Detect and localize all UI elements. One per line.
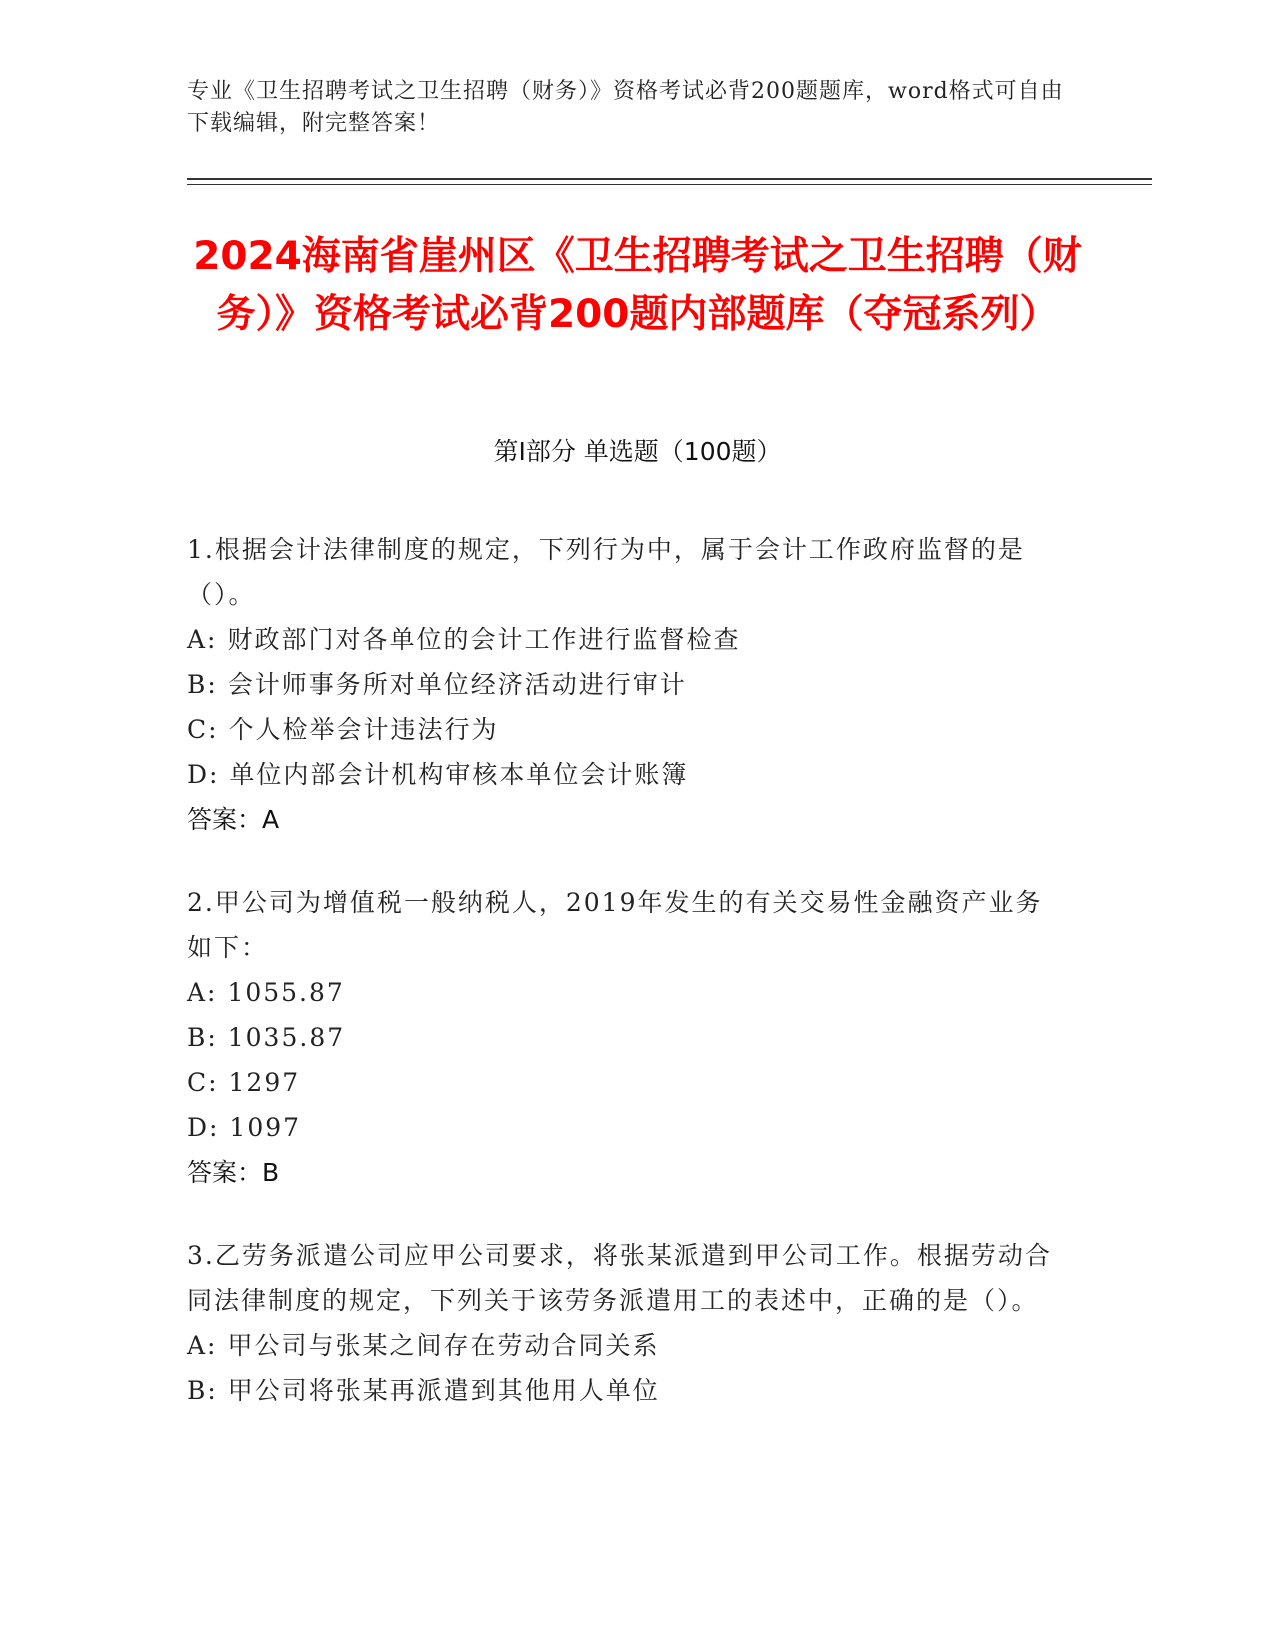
option-text: 1297: [228, 1068, 301, 1097]
option-letter: D:: [187, 1113, 220, 1142]
option-letter: C:: [187, 715, 219, 744]
option-text: 1097: [229, 1113, 302, 1142]
option-letter: D:: [187, 760, 220, 789]
question-stem: 1.根据会计法律制度的规定，下列行为中，属于会计工作政府监督的是（）。: [187, 535, 1025, 609]
option-text: 甲公司与张某之间存在劳动合同关系: [227, 1331, 660, 1360]
option-d: [187, 1105, 1067, 1150]
option-a: [187, 970, 1067, 1015]
document-title: 2024海南省崖州区《卫生招聘考试之卫生招聘（财务）》资格考试必背200题内部题库（夺冠系列）: [193, 234, 1082, 337]
option-text: 甲公司将张某再派遣到其他用人单位: [227, 1376, 660, 1405]
header-note: 专业《卫生招聘考试之卫生招聘（财务）》资格考试必背200题题库，word格式可自由下载编辑，附完整答案！: [187, 79, 1064, 136]
option-text: 财政部门对各单位的会计工作进行监督检查: [227, 625, 741, 654]
section-title: 第Ⅰ部分 单选题（100题）: [493, 437, 782, 466]
option-b: [187, 1015, 1067, 1060]
option-letter: B:: [187, 1376, 218, 1405]
option-letter: B:: [187, 1023, 218, 1052]
question-list: [187, 527, 1067, 1451]
option-letter: A:: [187, 1331, 218, 1360]
option-a: [187, 1323, 1067, 1368]
option-a: [187, 617, 1067, 662]
question-2: [187, 880, 1067, 1195]
answer-line: 答案：A: [187, 805, 280, 834]
answer-line: 答案：B: [187, 1158, 280, 1187]
header-rule-thin: [187, 184, 1152, 185]
option-c: [187, 1060, 1067, 1105]
option-c: [187, 707, 1067, 752]
option-b: [187, 1368, 1067, 1413]
option-text: 单位内部会计机构审核本单位会计账簿: [229, 760, 689, 789]
option-text: 1055.87: [227, 978, 345, 1007]
question-stem: 3.乙劳务派遣公司应甲公司要求，将张某派遣到甲公司工作。根据劳动合同法律制度的规定，下列关于该劳务派遣用工的表述中，正确的是（）。: [187, 1241, 1052, 1315]
option-text: 会计师事务所对单位经济活动进行审计: [227, 670, 687, 699]
option-letter: B:: [187, 670, 218, 699]
header-rule-thick: [187, 178, 1152, 180]
question-1: [187, 527, 1067, 842]
option-text: 个人检举会计违法行为: [228, 715, 499, 744]
option-b: [187, 662, 1067, 707]
question-3: [187, 1233, 1067, 1413]
option-d: [187, 752, 1067, 797]
question-stem: 2.甲公司为增值税一般纳税人，2019年发生的有关交易性金融资产业务如下：: [187, 888, 1043, 962]
option-letter: A:: [187, 978, 218, 1007]
option-letter: A:: [187, 625, 218, 654]
option-text: 1035.87: [227, 1023, 346, 1052]
option-letter: C:: [187, 1068, 219, 1097]
